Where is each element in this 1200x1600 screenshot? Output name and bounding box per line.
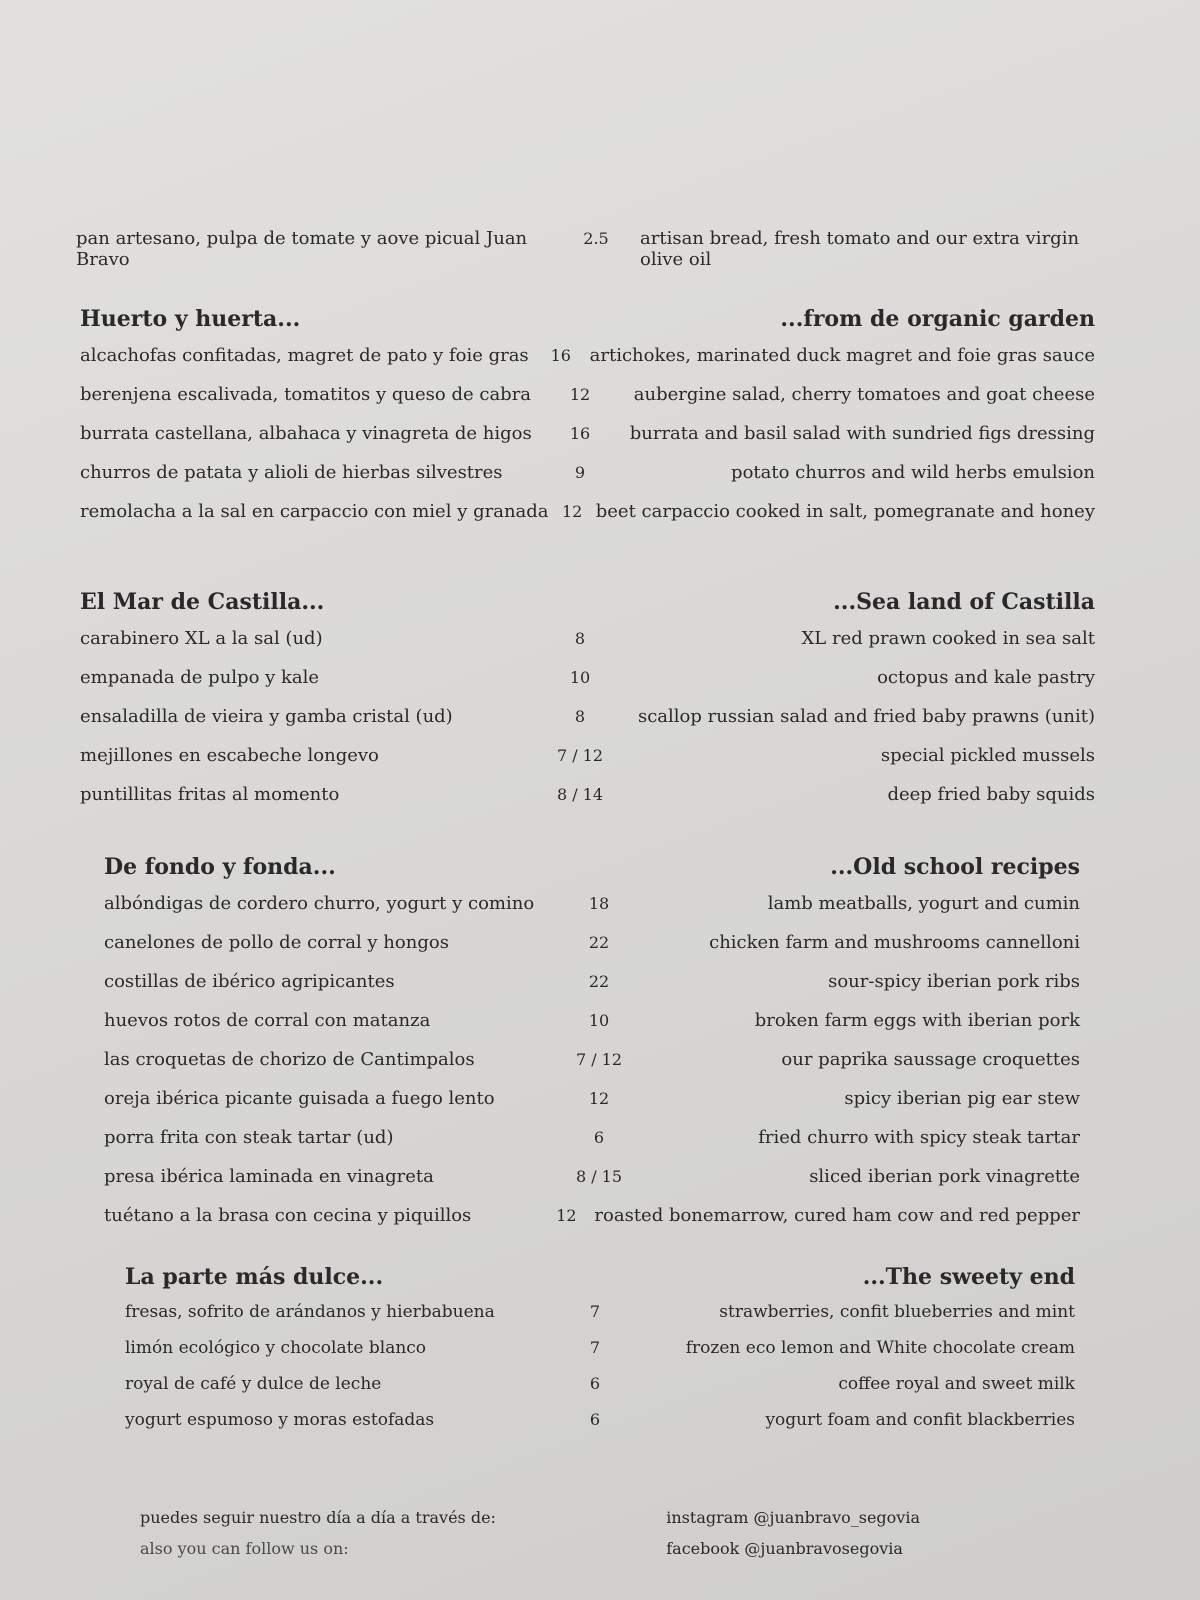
- item-price: 16: [550, 346, 571, 365]
- item-price: 6: [589, 1374, 601, 1393]
- bread-item-es: pan artesano, pulpa de tomate y aove picual Juan Bravo: [76, 228, 528, 270]
- section-title-en: ...Old school recipes: [830, 854, 1080, 880]
- item-name-es: huevos rotos de corral con matanza: [104, 1010, 431, 1031]
- item-name-en: special pickled mussels: [880, 745, 1095, 766]
- menu-item: [125, 1294, 1075, 1330]
- item-price: 12: [588, 1089, 610, 1108]
- item-name-en: chicken farm and mushrooms cannelloni: [709, 932, 1080, 953]
- item-price: 9: [574, 463, 586, 482]
- section-header: [80, 575, 1095, 615]
- item-price: 12: [556, 1206, 577, 1225]
- item-name-en: frozen eco lemon and White chocolate cream: [685, 1338, 1075, 1358]
- item-name-es: las croquetas de chorizo de Cantimpalos: [104, 1049, 475, 1070]
- menu-item: [104, 1001, 1080, 1040]
- section-title-es: Huerto y huerta...: [80, 306, 301, 332]
- item-name-en: coffee royal and sweet milk: [838, 1374, 1075, 1394]
- item-name-en: broken farm eggs with iberian pork: [754, 1010, 1080, 1031]
- menu-section-desserts: [125, 1250, 1075, 1438]
- item-price: 12: [561, 502, 583, 521]
- item-name-es: royal de café y dulce de leche: [125, 1374, 382, 1394]
- section-header: [125, 1250, 1075, 1290]
- item-name-en: aubergine salad, cherry tomatoes and goat cheese: [633, 384, 1095, 405]
- item-name-en: beet carpaccio cooked in salt, pomegranate and honey: [595, 501, 1095, 522]
- bread-item: [76, 228, 1090, 270]
- item-name-es: empanada de pulpo y kale: [80, 667, 320, 688]
- item-name-es: porra frita con steak tartar (ud): [104, 1127, 394, 1148]
- menu-item: [104, 1196, 1080, 1235]
- item-price: 18: [588, 894, 610, 913]
- section-title-es: El Mar de Castilla...: [80, 589, 325, 615]
- item-price: 12: [569, 385, 591, 404]
- menu-item: [125, 1330, 1075, 1366]
- menu-item: [80, 619, 1095, 658]
- menu-item: [125, 1402, 1075, 1438]
- menu-item: [104, 1079, 1080, 1118]
- social-handles: [666, 1508, 920, 1558]
- menu-item: [80, 453, 1095, 492]
- item-price: 22: [588, 972, 610, 991]
- section-title-en: ...The sweety end: [862, 1264, 1075, 1290]
- item-name-en: XL red prawn cooked in sea salt: [801, 628, 1095, 649]
- follow-text-es: puedes seguir nuestro día a día a través de:: [140, 1508, 496, 1527]
- item-name-en: potato churros and wild herbs emulsion: [731, 462, 1095, 483]
- menu-item: [80, 375, 1095, 414]
- item-price: 7: [589, 1338, 601, 1357]
- menu-item: [104, 1118, 1080, 1157]
- menu-section-sea: [80, 575, 1095, 814]
- item-name-es: presa ibérica laminada en vinagreta: [104, 1166, 434, 1187]
- item-name-en: yogurt foam and confit blackberries: [765, 1410, 1075, 1430]
- item-price: 16: [569, 424, 591, 443]
- menu-section-old-school: [104, 840, 1080, 1235]
- item-name-es: mejillones en escabeche longevo: [80, 745, 379, 766]
- item-price: 7 / 12: [556, 746, 604, 765]
- item-name-en: burrata and basil salad with sundried figs dressing: [629, 423, 1095, 444]
- item-name-es: oreja ibérica picante guisada a fuego lento: [104, 1088, 495, 1109]
- item-price: 8: [574, 707, 586, 726]
- item-name-en: deep fried baby squids: [887, 784, 1095, 805]
- item-price: 22: [588, 933, 610, 952]
- item-price: 10: [588, 1011, 610, 1030]
- item-name-en: strawberries, confit blueberries and mint: [719, 1302, 1075, 1322]
- item-name-es: alcachofas confitadas, magret de pato y foie gras: [80, 345, 529, 366]
- section-title-es: La parte más dulce...: [125, 1264, 384, 1290]
- item-name-es: churros de patata y alioli de hierbas silvestres: [80, 462, 503, 483]
- item-name-es: ensaladilla de vieira y gamba cristal (ud): [80, 706, 453, 727]
- item-price: 8 / 14: [556, 785, 604, 804]
- item-name-en: sour-spicy iberian pork ribs: [828, 971, 1080, 992]
- item-price: 7: [589, 1302, 601, 1321]
- instagram-handle: instagram @juanbravo_segovia: [666, 1508, 920, 1527]
- item-price: 7 / 12: [575, 1050, 623, 1069]
- section-title-en: ...from de organic garden: [780, 306, 1095, 332]
- menu-item: [104, 962, 1080, 1001]
- menu-item: [104, 923, 1080, 962]
- item-price: 6: [589, 1410, 601, 1429]
- menu-item: [125, 1366, 1075, 1402]
- bread-item-en: artisan bread, fresh tomato and our extra virgin olive oil: [640, 228, 1080, 270]
- item-name-en: our paprika saussage croquettes: [781, 1049, 1080, 1070]
- menu-item: [80, 492, 1095, 531]
- menu-item: [80, 697, 1095, 736]
- item-price: 6: [593, 1128, 605, 1147]
- item-name-es: puntillitas fritas al momento: [80, 784, 340, 805]
- item-name-es: canelones de pollo de corral y hongos: [104, 932, 449, 953]
- section-header: [80, 292, 1095, 332]
- item-name-es: fresas, sofrito de arándanos y hierbabuena: [125, 1302, 495, 1322]
- item-name-en: spicy iberian pig ear stew: [844, 1088, 1080, 1109]
- menu-section-garden: [80, 292, 1095, 531]
- section-title-es: De fondo y fonda...: [104, 854, 336, 880]
- item-name-es: berenjena escalivada, tomatitos y queso de cabra: [80, 384, 532, 405]
- menu-item: [80, 336, 1095, 375]
- menu-item: [104, 884, 1080, 923]
- item-name-es: yogurt espumoso y moras estofadas: [125, 1410, 435, 1430]
- item-name-es: albóndigas de cordero churro, yogurt y comino: [104, 893, 535, 914]
- menu-item: [104, 1157, 1080, 1196]
- follow-text-en: also you can follow us on:: [140, 1539, 349, 1558]
- item-price: 10: [569, 668, 591, 687]
- item-name-en: octopus and kale pastry: [877, 667, 1095, 688]
- item-name-es: remolacha a la sal en carpaccio con miel y granada: [80, 501, 549, 522]
- item-price: 8 / 15: [575, 1167, 623, 1186]
- item-name-en: lamb meatballs, yogurt and cumin: [767, 893, 1080, 914]
- bread-item-price: 2.5: [583, 229, 609, 248]
- section-title-en: ...Sea land of Castilla: [833, 589, 1095, 615]
- item-name-en: sliced iberian pork vinagrette: [809, 1166, 1080, 1187]
- menu-item: [104, 1040, 1080, 1079]
- item-name-en: fried churro with spicy steak tartar: [758, 1127, 1080, 1148]
- item-name-es: costillas de ibérico agripicantes: [104, 971, 395, 992]
- item-name-en: roasted bonemarrow, cured ham cow and red pepper: [594, 1205, 1080, 1226]
- item-price: 8: [574, 629, 586, 648]
- item-name-en: artichokes, marinated duck magret and foie gras sauce: [589, 345, 1095, 366]
- social-footer: [140, 1508, 920, 1558]
- item-name-es: carabinero XL a la sal (ud): [80, 628, 323, 649]
- section-header: [104, 840, 1080, 880]
- facebook-handle: facebook @juanbravosegovia: [666, 1539, 903, 1558]
- item-name-es: burrata castellana, albahaca y vinagreta de higos: [80, 423, 532, 444]
- menu-item: [80, 658, 1095, 697]
- follow-text: [140, 1508, 496, 1558]
- item-name-en: scallop russian salad and fried baby prawns (unit): [637, 706, 1095, 727]
- item-name-es: limón ecológico y chocolate blanco: [125, 1338, 427, 1358]
- menu-item: [80, 414, 1095, 453]
- item-name-es: tuétano a la brasa con cecina y piquillos: [104, 1205, 472, 1226]
- menu-item: [80, 736, 1095, 775]
- menu-item: [80, 775, 1095, 814]
